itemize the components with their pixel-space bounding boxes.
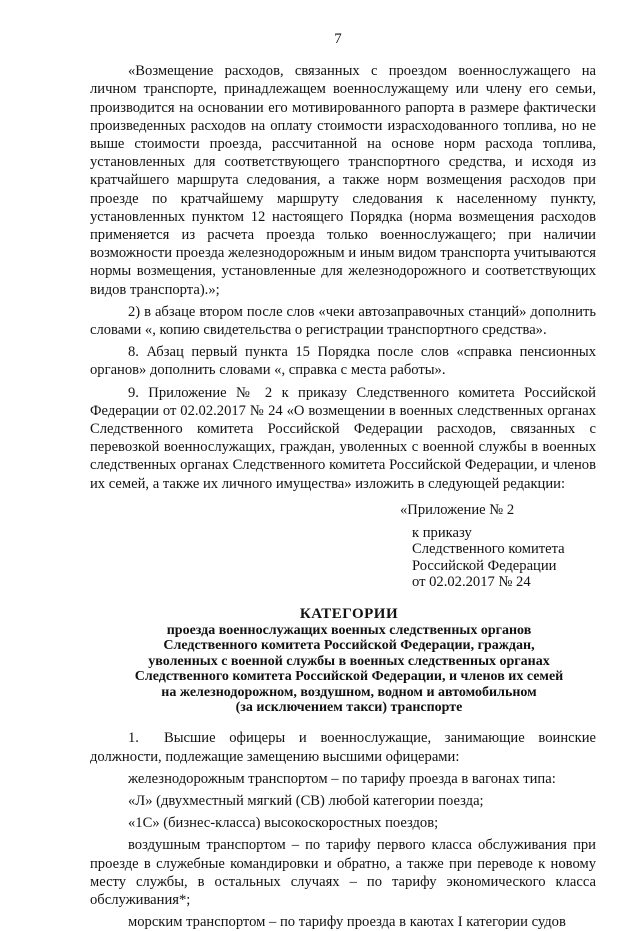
title-heading: КАТЕГОРИИ bbox=[299, 605, 399, 622]
appendix-line: к приказу bbox=[412, 525, 472, 542]
list-item-text: Высшие офицеры и военнослужащие, занимающие воинские должности, подлежащие замещению высшими офицерами: bbox=[90, 730, 596, 765]
paragraph-railway: железнодорожным транспортом – по тарифу проезда в вагонах типа: bbox=[128, 770, 556, 787]
title-subline: Следственного комитета Российской Федерации, граждан, bbox=[163, 638, 535, 654]
title-subline: на железнодорожном, воздушном, водном и автомобильном bbox=[161, 684, 537, 700]
title-subline: проезда военнослужащих военных следственных органов bbox=[166, 622, 532, 638]
title-subline: уволенных с военной службы в военных следственных органах bbox=[148, 653, 550, 669]
title-subline: Следственного комитета Российской Федерации, и членов их семей bbox=[134, 669, 564, 685]
appendix-reference bbox=[412, 525, 596, 591]
paragraph-air-transport: воздушным транспортом – по тарифу первого класса обслуживания при проезде в служебные командировки и обратно, а также при переводе к новому месту службы, в остальных случаях – по тарифу экономического класса обслуживания*; bbox=[90, 837, 596, 908]
appendix-label: «Приложение № 2 bbox=[400, 501, 515, 518]
paragraph-amendment-8: 8. Абзац первый пункта 15 Порядка после слов «справка пенсионных органов» дополнить словами «, справка с места работы». bbox=[90, 344, 596, 379]
paragraph-class-1c: «1С» (бизнес-класса) высокоскоростных поездов; bbox=[128, 815, 439, 832]
paragraph-sea-transport: морским транспортом – по тарифу проезда в каютах I категории судов bbox=[128, 914, 566, 931]
appendix-line: Российской Федерации bbox=[412, 557, 557, 574]
paragraph-class-l: «Л» (двухместный мягкий (СВ) любой категории поезда; bbox=[128, 792, 484, 809]
list-item-1 bbox=[90, 729, 596, 765]
paragraph-amendment-9: 9. Приложение № 2 к приказу Следственного комитета Российской Федерации от 02.02.2017 № 24 «О возмещении в военных следственных органах Следственного комитета Российской Федерации расходов, связанных с перевозкой военнослужащих, граждан, уволенных с военной службы в военных следственных органах Следственного комитета Российской Федерации, и членов их семей, а также их личного имущества» изложить в следующей редакции: bbox=[90, 384, 596, 492]
paragraph-compensation-personal-transport: «Возмещение расходов, связанных с проездом военнослужащего на личном транспорте, принадлежащем военнослужащему или члену его семьи, производится на основании его мотивированного рапорта в размере фактически произведенных расходов на оплату стоимости израсходованного топлива, но не выше стоимости проезда, рассчитанной на основе норм расхода топлива, установленных для соответствующего транспортного средства, и исходя из кратчайшего маршрута следования, а также норм возмещения расходов при проезде по кратчайшему маршруту следования к населенному пункту, установленных пунктом 12 настоящего Порядка (норма возмещения расходов применяется из расчета проезда только военнослужащего; при наличии возможности проезда железнодорожным и иным видом транспорта учитываются нормы возмещения, установленные для железнодорожного и соответствующих видов транспорта).»; bbox=[90, 63, 596, 298]
paragraph-amendment-2: 2) в абзаце втором после слов «чеки автозаправочных станций» дополнить словами «, копию свидетельства о регистрации транспортного средства». bbox=[90, 303, 596, 339]
appendix-line: Следственного комитета bbox=[412, 541, 565, 558]
list-item-number: 1. bbox=[128, 730, 139, 747]
document-title bbox=[90, 605, 596, 716]
appendix-line: от 02.02.2017 № 24 bbox=[412, 574, 531, 591]
page-number: 7 bbox=[334, 31, 342, 47]
title-subline: (за исключением такси) транспорте bbox=[235, 699, 463, 715]
